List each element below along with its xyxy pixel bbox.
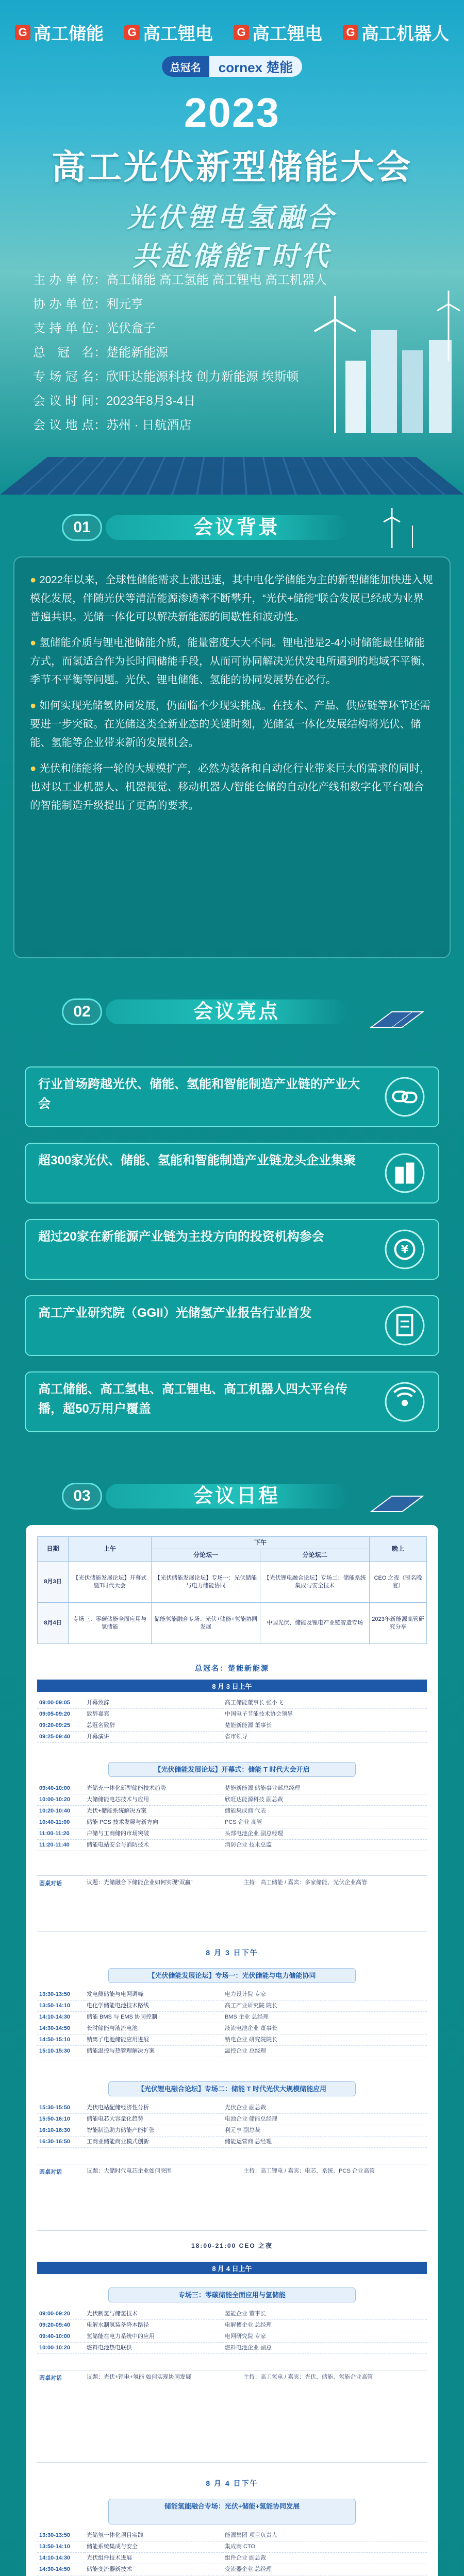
agenda-row: 09:00-09:20 光伏制氢与储氢技术 氢能企业 董事长	[37, 2308, 427, 2319]
enterprise-icon	[384, 1152, 426, 1194]
agenda-row: 10:00-10:20 大储储能电芯技术与应用 欣旺达能源科技 副总裁	[37, 1794, 427, 1805]
agenda-row: 15:30-15:50 光伏电站配储经济性分析 光伏企业 副总裁	[37, 2102, 427, 2113]
agenda-row: 16:10-16:30 智能制造助力储能产能扩张 利元亨 副总裁	[37, 2125, 427, 2136]
agenda-row: 09:20-09:40 电解水制氢装备降本路径 电解槽企业 总经理	[37, 2319, 427, 2331]
agenda-row: 11:20-11:40 储能电站安全与消防技术 消防企业 技术总监	[37, 1839, 427, 1851]
ceo-night: 18:00-21:00 CEO 之夜	[191, 2242, 273, 2249]
info-row: 会议地点：苏州 · 日航酒店	[33, 418, 192, 432]
background-paragraph: ● 2022年以来，全球性储能需求上涨迅速，其中电化学储能为主的新型储能加快进入规模化发展，伴随光伏等清洁能源渗透率不断攀升，“光伏+储能”联合发展已经成为业界普遍共识。光储一体化可以解决新能源的间歇性和波动性。	[30, 574, 433, 623]
session-title: 【光伏锂电融合论坛】专场二：储能 T 时代光伏大规模储能应用	[108, 2081, 356, 2096]
day-label: 8 月 3 日下午	[206, 1948, 258, 1957]
agenda-row: 14:10-14:30 储能 BMS 与 EMS 协同控制 BMS 企业 总经理	[37, 2011, 427, 2023]
highlight-item: 高工储能、高工氢电、高工锂电、高工机器人四大平台传播，超50万用户覆盖	[25, 1371, 439, 1432]
session-title: 【光伏储能发展论坛】开幕式：储能 T 时代大会开启	[108, 1762, 356, 1777]
agenda-row: 11:00-11:20 户储与工商储的市场突破 头部电池企业 副总经理	[37, 1828, 427, 1839]
info-row: 专场冠名：欣旺达能源科技 创力新能源 埃斯顿	[33, 370, 299, 384]
session-title: 专场三：零碳储能全面应用与氢储能	[108, 2287, 356, 2302]
agenda-row: 09:05-09:20 致辞嘉宾 中国电子节能技术协会领导	[37, 1708, 427, 1720]
agenda-row: 15:10-15:30 储能温控与热管理解决方案 温控企业 总经理	[37, 2045, 427, 2057]
broadcast-icon	[384, 1381, 426, 1423]
agenda-row: 14:50-15:10 钠离子电池储能应用进展 钠电企业 研究院院长	[37, 2034, 427, 2045]
info-row: 总 冠 名：楚能新能源	[33, 346, 168, 360]
title-sponsor-name: cornex 楚能	[218, 59, 293, 75]
day-bar: 8 月 4 日上午	[37, 2262, 427, 2274]
info-row: 协办单位：利元亨	[33, 297, 143, 311]
background-paragraph: ● 如何实现光储氢协同发展，仍面临不少现实挑战。在技术、产品、供应链等环节还需要进一步突破。在光储这类全新业态的关键时刻，光储氢一体化发展结构将光伏、储能、氢能等企业带来新的发展机会。	[30, 700, 430, 749]
organizer-logo: G 高工机器人	[343, 20, 449, 45]
organizer-logos	[0, 0, 464, 45]
background-card	[13, 556, 451, 958]
info-row: 主办单位：高工储能 高工氢能 高工锂电 高工机器人	[33, 273, 327, 287]
day-label: 8 月 4 日下午	[206, 2479, 258, 2487]
organizer-logo: G 高工储能	[15, 20, 104, 45]
section-header-agenda: 03 会议日程	[0, 1473, 464, 1520]
agenda-row: 14:30-14:50 长时储能与液流电池 液流电池企业 董事长	[37, 2023, 427, 2034]
agenda-row: 09:20-09:25 总冠名致辞 楚能新能源 董事长	[37, 1720, 427, 1731]
title-sponsor-label: 总冠名	[162, 56, 209, 77]
agenda-row: 10:20-10:40 光伏+储能系统解决方案 储能集成商 代表	[37, 1805, 427, 1817]
info-row: 支持单位：光伏盒子	[33, 321, 156, 335]
background-paragraph: ● 光伏和储能将一轮的大规模扩产，必然为装备和自动化行业带来巨大的需求的同时，也对以工业机器人、机器视觉、移动机器人/智能仓储的自动化产线和数字化平台融合的智能制造升级提出了更高的要求。	[30, 762, 430, 811]
agenda-row: 09:00-09:05 开幕致辞 高工储能董事长 张小飞	[37, 1697, 427, 1708]
highlight-item: 超300家光伏、储能、氢能和智能制造产业链龙头企业集聚	[25, 1143, 439, 1204]
roundtable-panel: 圆桌对话 议题：大储时代电芯企业如何突围 主持：高工锂电 / 嘉宾：电芯、系统、PCS 企业高管	[37, 2164, 427, 2231]
background-paragraph: ● 氢储能介质与锂电池储能介质，能量密度大大不同。锂电池是2-4小时储能最佳储能方式，而氢适合作为长时间储能手段，从而可协同解决光伏发电所遇到的地域不平衡、季节不平衡等问题。光伏、锂电储能、氢能的协同发展势在必行。	[30, 637, 432, 686]
agenda-table	[37, 2102, 427, 2148]
event-info	[33, 268, 327, 437]
wind-turbine-icon	[361, 507, 428, 548]
agenda-table	[37, 2308, 427, 2354]
highlight-item: 超过20家在新能源产业链为主投方向的投资机构参会 ¥	[25, 1219, 439, 1280]
highlight-item: 行业首场跨越光伏、储能、氢能和智能制造产业链的产业大会	[25, 1066, 439, 1127]
agenda-overview-table: 日期 上午 下午 晚上 分论坛一 分论坛二 8月3日 【光伏储能发展论坛】开幕式暨T时代大会 【光伏储能发展论坛】专场一：光伏储能与电力储能协同 【光伏锂电融合论坛】专场二：储能系统集成与安全技术 CEO 之夜（冠名晚宴） 8月4日 专场三：零碳储能全面应用与氢储能 储能氢能融合专场：光伏+储能+氢能协同发展 中国光伏、储能及锂电产业链智造专场 2023年新能源高管研究分享	[37, 1536, 427, 1644]
slogan-line-2: 共赴储能T时代	[132, 242, 332, 272]
solar-panel-icon	[361, 1476, 428, 1517]
agenda-row: 14:30-14:50 储能变流器新技术 变流器企业 总经理	[37, 2564, 427, 2575]
agenda-row: 14:10-14:30 光伏组件技术进展 组件企业 副总裁	[37, 2552, 427, 2564]
agenda-row: 09:25-09:40 开幕演讲 省市领导	[37, 1731, 427, 1742]
organizer-logo: G 高工锂电	[124, 20, 213, 45]
svg-text:¥: ¥	[401, 1243, 409, 1256]
event-title: 高工光伏新型储能大会	[52, 148, 412, 186]
section-header-background: 01 会议背景	[0, 505, 464, 551]
agenda-table	[37, 1783, 427, 1851]
agenda-row: 15:50-16:10 储能电芯大容量化趋势 电池企业 储能总经理	[37, 2113, 427, 2125]
report-icon	[384, 1304, 426, 1347]
agenda-table	[37, 1989, 427, 2057]
event-year: 2023	[184, 90, 280, 135]
agenda-row: 13:50-14:10 电化学储能电池技术路线 高工产业研究院 院长	[37, 2000, 427, 2011]
title-sponsor	[0, 56, 464, 77]
slogan-line-1: 光伏锂电氢融合	[127, 203, 337, 233]
hero-banner	[0, 0, 464, 495]
wind-turbine-illustration	[294, 289, 464, 453]
agenda-row: 16:30-16:50 工商业储能商业模式创新 储能运营商 总经理	[37, 2136, 427, 2147]
agenda-table	[37, 1697, 427, 1743]
session-title: 储能氢能融合专场：光伏+储能+氢能协同发展	[108, 2499, 356, 2524]
investment-icon	[384, 1228, 426, 1270]
chain-link-icon	[384, 1076, 426, 1118]
section-header-highlights: 02 会议亮点	[0, 989, 464, 1036]
agenda-row: 10:00-10:20 燃料电池热电联供 燃料电池企业 副总	[37, 2342, 427, 2353]
organizer-logo: G 高工锂电	[234, 20, 322, 45]
agenda-row: 13:30-13:50 发电侧储能与电网调峰 电力设计院 专家	[37, 1989, 427, 2000]
agenda-row: 13:30-13:50 光储氢一体化项目实践 能源集团 项目负责人	[37, 2530, 427, 2541]
solar-panels-decoration	[0, 457, 464, 495]
day-bar: 8 月 3 日上午	[37, 1680, 427, 1692]
agenda-table	[37, 2530, 427, 2575]
agenda-row: 09:40-10:00 光储充一体化新型储能技术趋势 楚能新能源 储能事业部总经理	[37, 1783, 427, 1794]
roundtable-panel: 圆桌对话 议题：光储融合下储能企业如何实现“双赢” 主持：高工储能 / 嘉宾：多家储能、光伏企业高管	[37, 1875, 427, 1932]
solar-panel-icon	[361, 991, 428, 1032]
agenda-row: 10:40-11:00 储能 PCS 技术发展与新方向 PCS 企业 高管	[37, 1817, 427, 1828]
title-sponsor-line: 总冠名：楚能新能源	[195, 1664, 269, 1672]
highlight-item: 高工产业研究院（GGII）光储氢产业报告行业首发	[25, 1295, 439, 1356]
agenda-row: 13:50-14:10 储能系统集成与安全 集成商 CTO	[37, 2541, 427, 2552]
agenda-sheet	[26, 1525, 438, 2576]
roundtable-panel: 圆桌对话 议题：光伏+锂电+氢能 如何实现协同发展 主持：高工氢电 / 嘉宾：光伏、储能、氢能企业高管	[37, 2370, 427, 2463]
info-row: 会议时间：2023年8月3-4日	[33, 394, 196, 408]
agenda-row: 09:40-10:00 氢储能在电力系统中的应用 电网研究院 专家	[37, 2331, 427, 2342]
session-title: 【光伏储能发展论坛】专场一：光伏储能与电力储能协同	[108, 1968, 356, 1983]
